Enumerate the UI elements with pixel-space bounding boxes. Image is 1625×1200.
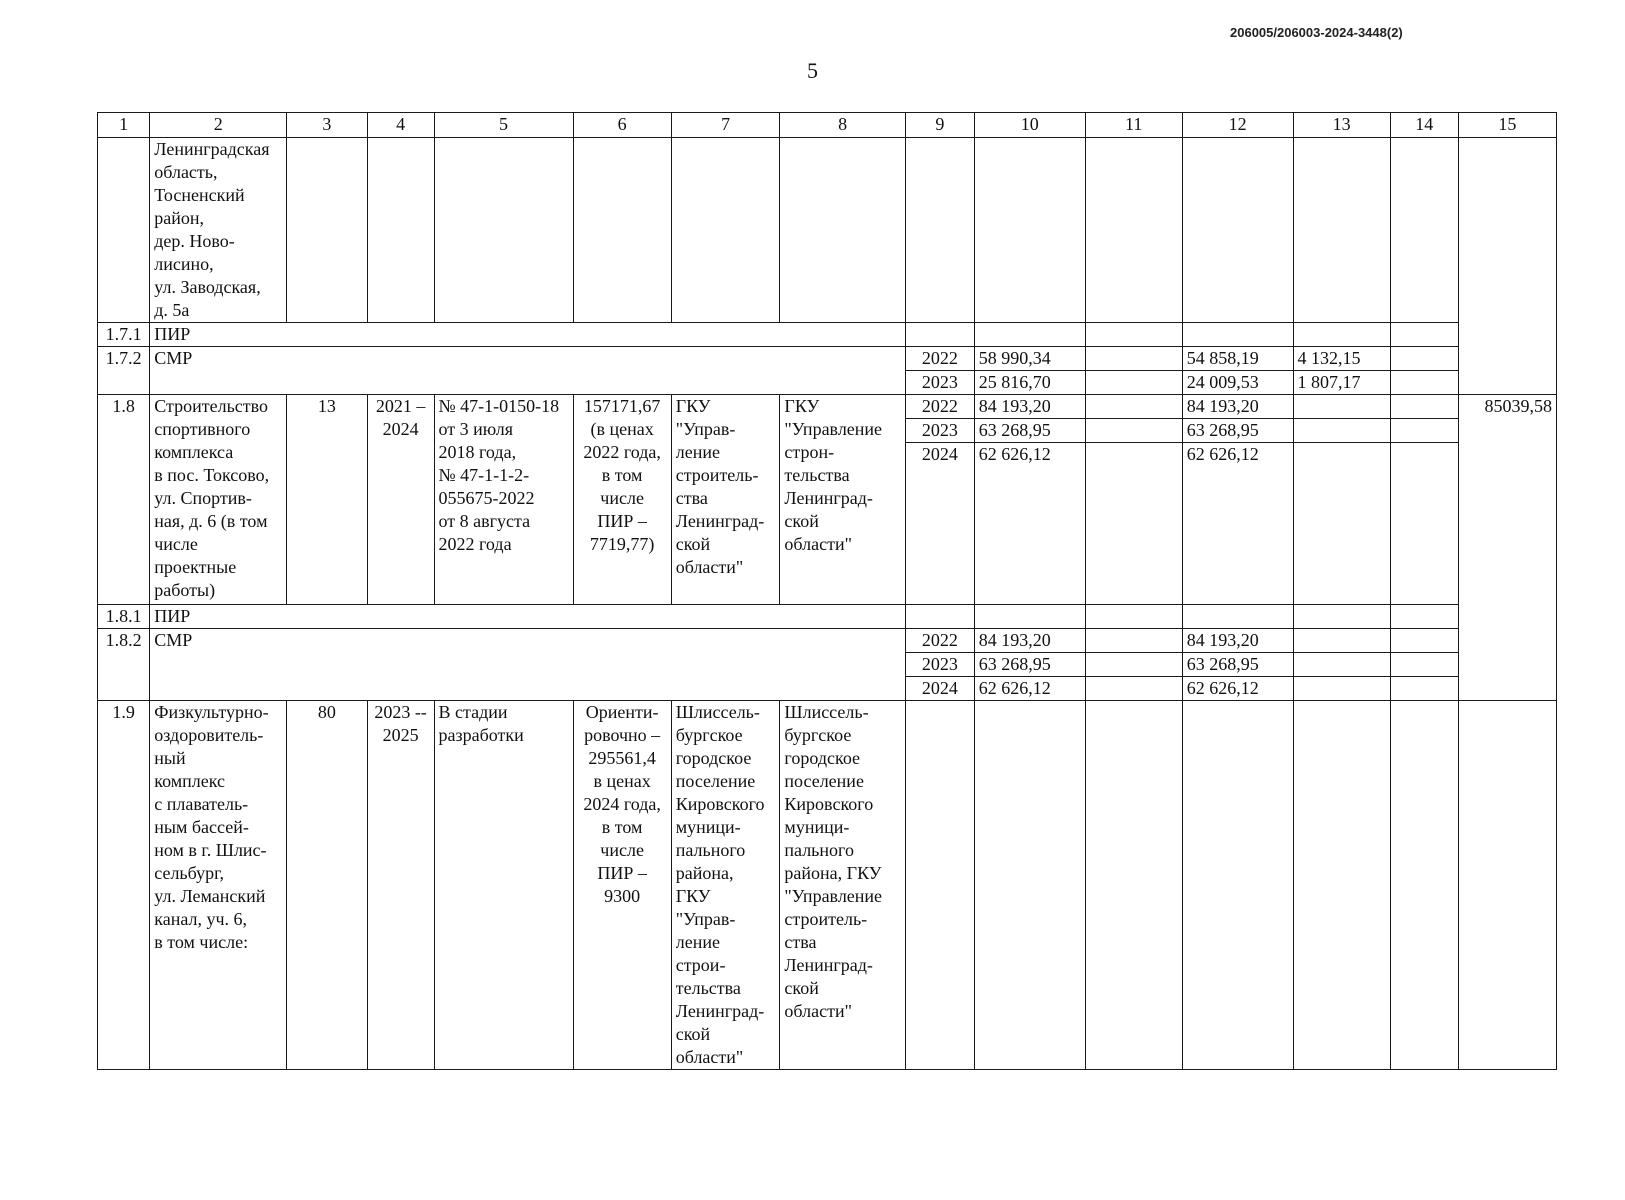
- amount-cell: 24 009,53: [1182, 371, 1293, 395]
- amount-cell: 84 193,20: [974, 395, 1085, 419]
- object-name: Физкультурно- оздоровитель- ный комплекс с плаватель- ным бассей- ном в г. Шлис- сельбург, ул. Леманский канал, уч. 6, в том числе:: [150, 701, 287, 1070]
- page-number: 5: [807, 58, 818, 83]
- document-number: 206005/206003-2024-3448(2): [1230, 25, 1403, 40]
- col-header: 1: [98, 113, 150, 138]
- col-header: 6: [573, 113, 671, 138]
- amount-cell: 54 858,19: [1182, 347, 1293, 371]
- table-row: [98, 629, 1557, 653]
- customer-cell: ГКУ "Управ- ление строитель- ства Ленинград- ской области": [671, 395, 780, 605]
- row-number: 1.7.1: [98, 323, 150, 347]
- row-number: 1.7.2: [98, 347, 150, 395]
- col-header: 15: [1458, 113, 1556, 138]
- period-cell: 2023 -- 2025: [367, 701, 434, 1070]
- col-header: 3: [287, 113, 367, 138]
- col-header: 8: [780, 113, 905, 138]
- amount-cell: 84 193,20: [1182, 629, 1293, 653]
- col-header: 12: [1182, 113, 1293, 138]
- capacity-cell: 13: [287, 395, 367, 605]
- stage-label: СМР: [150, 629, 906, 701]
- amount-cell: 58 990,34: [974, 347, 1085, 371]
- expertise-cell: № 47-1-0150-18 от 3 июля 2018 года, № 47-1-1-2- 055675-2022 от 8 августа 2022 года: [434, 395, 573, 605]
- year-cell: 2024: [905, 443, 974, 605]
- period-cell: 2021 – 2024: [367, 395, 434, 605]
- year-cell: 2023: [905, 419, 974, 443]
- total-cell: 85039,58: [1458, 395, 1556, 701]
- table-row: [98, 701, 1557, 1070]
- expertise-cell: В стадии разработки: [434, 701, 573, 1070]
- year-cell: 2022: [905, 347, 974, 371]
- col-header: 2: [150, 113, 287, 138]
- year-cell: 2024: [905, 677, 974, 701]
- table-row: [98, 138, 1557, 323]
- object-address: Ленинградская область, Тосненский район, дер. Ново- лисино, ул. Заводская, д. 5а: [150, 138, 287, 323]
- amount-cell: 84 193,20: [974, 629, 1085, 653]
- developer-cell: ГКУ "Управление строн- тельства Ленинград- ской области": [780, 395, 905, 605]
- capacity-cell: 80: [287, 701, 367, 1070]
- amount-cell: 63 268,95: [1182, 419, 1293, 443]
- object-name: Строительство спортивного комплекса в пос. Токсово, ул. Спортив- ная, д. 6 (в том числе проектные работы): [150, 395, 287, 605]
- amount-cell: 63 268,95: [974, 419, 1085, 443]
- year-cell: 2023: [905, 653, 974, 677]
- row-number: 1.8: [98, 395, 150, 605]
- col-header: 10: [974, 113, 1085, 138]
- col-header: 13: [1293, 113, 1390, 138]
- stage-label: ПИР: [150, 605, 906, 629]
- year-cell: 2022: [905, 629, 974, 653]
- developer-cell: Шлиссель- бургское городское поселение Кировского муници- пального района, ГКУ "Управление строитель- ства Ленинград- ской области": [780, 701, 905, 1070]
- amount-cell: 84 193,20: [1182, 395, 1293, 419]
- table-row: [98, 347, 1557, 371]
- year-cell: 2022: [905, 395, 974, 419]
- amount-cell: 62 626,12: [974, 443, 1085, 605]
- amount-cell: 62 626,12: [1182, 677, 1293, 701]
- row-number: 1.8.1: [98, 605, 150, 629]
- program-table: [97, 112, 1557, 1070]
- amount-cell: 1 807,17: [1293, 371, 1390, 395]
- amount-cell: 62 626,12: [974, 677, 1085, 701]
- stage-label: СМР: [150, 347, 906, 395]
- amount-cell: 4 132,15: [1293, 347, 1390, 371]
- amount-cell: 63 268,95: [1182, 653, 1293, 677]
- table-row: [98, 605, 1557, 629]
- cost-cell: Ориенти- ровочно – 295561,4 в ценах 2024 года, в том числе ПИР – 9300: [573, 701, 671, 1070]
- table-row: [98, 323, 1557, 347]
- col-header: 9: [905, 113, 974, 138]
- col-header: 11: [1085, 113, 1182, 138]
- row-number: 1.9: [98, 701, 150, 1070]
- customer-cell: Шлиссель- бургское городское поселение Кировского муници- пального района, ГКУ "Управ- ление строи- тельства Ленинград- ской области": [671, 701, 780, 1070]
- cost-cell: 157171,67 (в ценах 2022 года, в том числе ПИР – 7719,77): [573, 395, 671, 605]
- row-number: 1.8.2: [98, 629, 150, 701]
- year-cell: 2023: [905, 371, 974, 395]
- amount-cell: 62 626,12: [1182, 443, 1293, 605]
- column-header-row: [98, 113, 1557, 138]
- amount-cell: 63 268,95: [974, 653, 1085, 677]
- col-header: 4: [367, 113, 434, 138]
- amount-cell: 25 816,70: [974, 371, 1085, 395]
- col-header: 14: [1390, 113, 1458, 138]
- col-header: 5: [434, 113, 573, 138]
- stage-label: ПИР: [150, 323, 906, 347]
- table-row: [98, 395, 1557, 419]
- col-header: 7: [671, 113, 780, 138]
